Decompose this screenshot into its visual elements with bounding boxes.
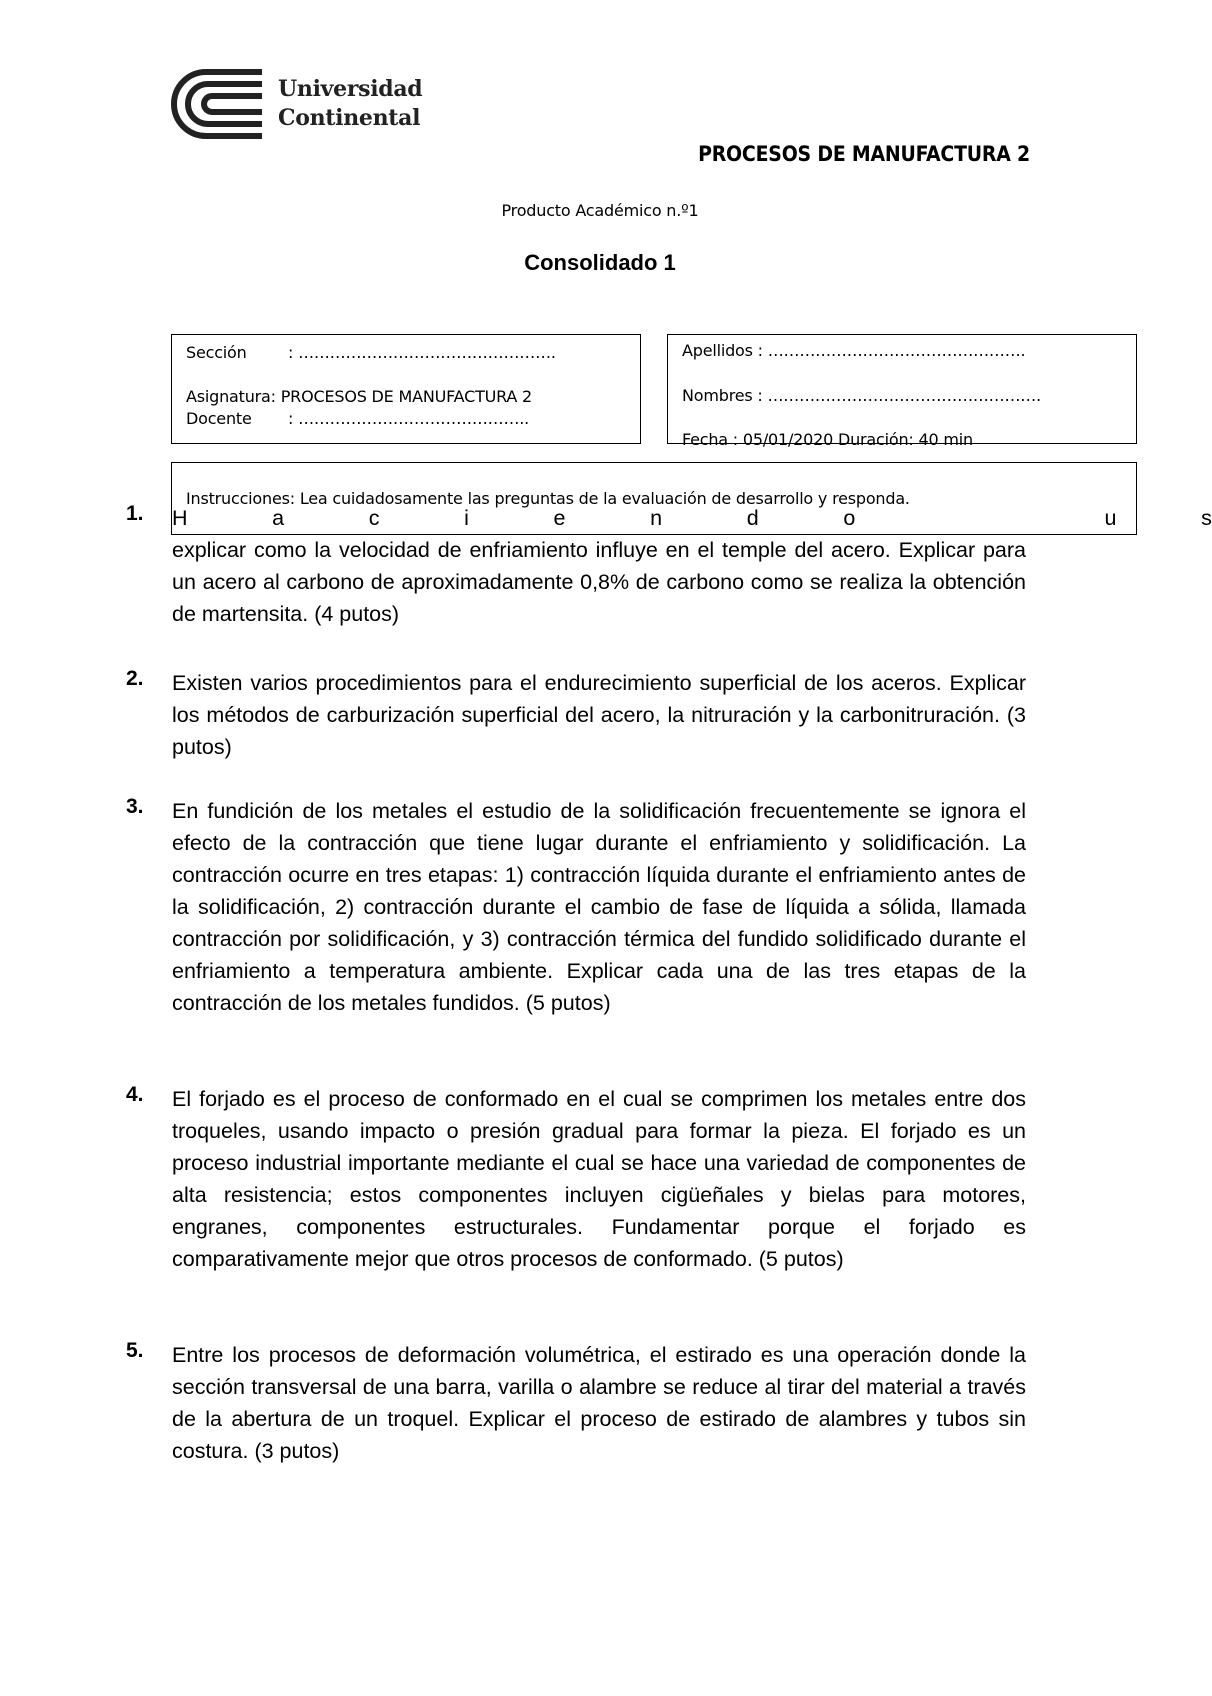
names-value: : ……………………………………………. [757, 386, 1041, 405]
first-line-letter: o [843, 506, 856, 530]
question-text: Entre los procesos de deformación volumétrica, el estirado es una operación donde la sección transversal de una barra, varilla o alambre se reduce al tirar del material a través de la abertura de un troquel. Explicar el proceso de estirado de alambres y tubos sin costura. (3 putos) [172, 1343, 1026, 1463]
student-info-box [667, 334, 1137, 449]
first-line-letter: a [272, 506, 285, 530]
question-number: 3. [126, 795, 144, 818]
first-line-letter: H [172, 506, 188, 530]
logo-text-line2: Continental [278, 105, 421, 131]
university-logo-icon [170, 68, 266, 140]
section-value: : …………………………………………. [288, 343, 556, 362]
question-text: Existen varios procedimientos para el endurecimiento superficial de los aceros. Explicar los métodos de carburización superficial del acero, la nitruración y la carbonitruración. (3 putos) [172, 671, 1026, 759]
question-1-body: explicar como la velocidad de enfriamiento influye en el temple del acero. Explicar para un acero al carbono de aproximadamente 0,8% de carbono como se realiza la obtención de martensita. (4 putos) [172, 538, 1026, 626]
subject-value: : PROCESOS DE MANUFACTURA 2 [270, 387, 533, 406]
first-line-letter [940, 502, 1020, 534]
logo-text-line1: Universidad [278, 76, 423, 102]
university-logo [170, 68, 423, 140]
course-title: PROCESOS DE MANUFACTURA 2 [698, 142, 1030, 166]
question-number: 5. [126, 1339, 144, 1362]
question-number: 4. [126, 1083, 144, 1106]
first-line-letter: c [368, 506, 380, 530]
teacher-row [186, 409, 529, 428]
question-1-first-line [172, 502, 1212, 534]
page-title: Consolidado 1 [524, 250, 676, 275]
first-line-letter: u [1104, 506, 1117, 530]
names-label: Nombres [682, 386, 753, 405]
question-number: 1. [126, 502, 144, 525]
section-row [186, 343, 556, 362]
instructions-text: Instrucciones: Lea cuidadosamente las preguntas de la evaluación de desarrollo y responda. [186, 489, 910, 508]
product-label: Producto Académico n.º1 [501, 201, 699, 220]
subject-row [186, 387, 532, 406]
question-number: 2. [126, 667, 144, 690]
surname-label: Apellidos [682, 341, 753, 360]
course-info-box [171, 334, 641, 444]
question-text [172, 502, 1212, 630]
question-text: En fundición de los metales el estudio de la solidificación frecuentemente se ignora el efecto de la contracción que tiene lugar durante el enfriamiento y solidificación. La contracción ocurre en tres etapas: 1) contracción líquida durante el enfriamiento antes de la solidificación, 2) contracción durante el cambio de fase de líquida a sólida, llamada contracción por solidificación, y 3) contracción térmica del fundido solidificado durante el enfriamiento a temperatura ambiente. Explicar cada una de las tres etapas de la contracción de los metales fundidos. (5 putos) [172, 799, 1026, 1015]
section-label: Sección [186, 343, 247, 362]
first-line-letter: d [746, 506, 759, 530]
first-line-letter: n [650, 506, 663, 530]
subject-label: Asignatura [186, 387, 271, 406]
teacher-value: : …………………………………….. [288, 409, 530, 428]
first-line-letter: s [1201, 506, 1212, 530]
teacher-label: Docente [186, 409, 252, 428]
first-line-letter: i [464, 506, 469, 530]
date-row: Fecha : 05/01/2020 Duración: 40 min [682, 430, 973, 449]
question-text: El forjado es el proceso de conformado en el cual se comprimen los metales entre dos troqueles, usando impacto o presión gradual para formar la pieza. El forjado es un proceso industrial importante mediante el cual se hace una variedad de componentes de alta resistencia; estos componentes incluyen cigüeñales y bielas para motores, engranes, componentes estructurales. Fundamentar porque el forjado es comparativamente mejor que otros procesos de conformado. (5 putos) [172, 1087, 1026, 1271]
first-line-letter: e [553, 506, 566, 530]
names-row [682, 386, 1041, 405]
surname-row [682, 341, 1025, 360]
surname-value: : …………………………………………. [757, 341, 1026, 360]
